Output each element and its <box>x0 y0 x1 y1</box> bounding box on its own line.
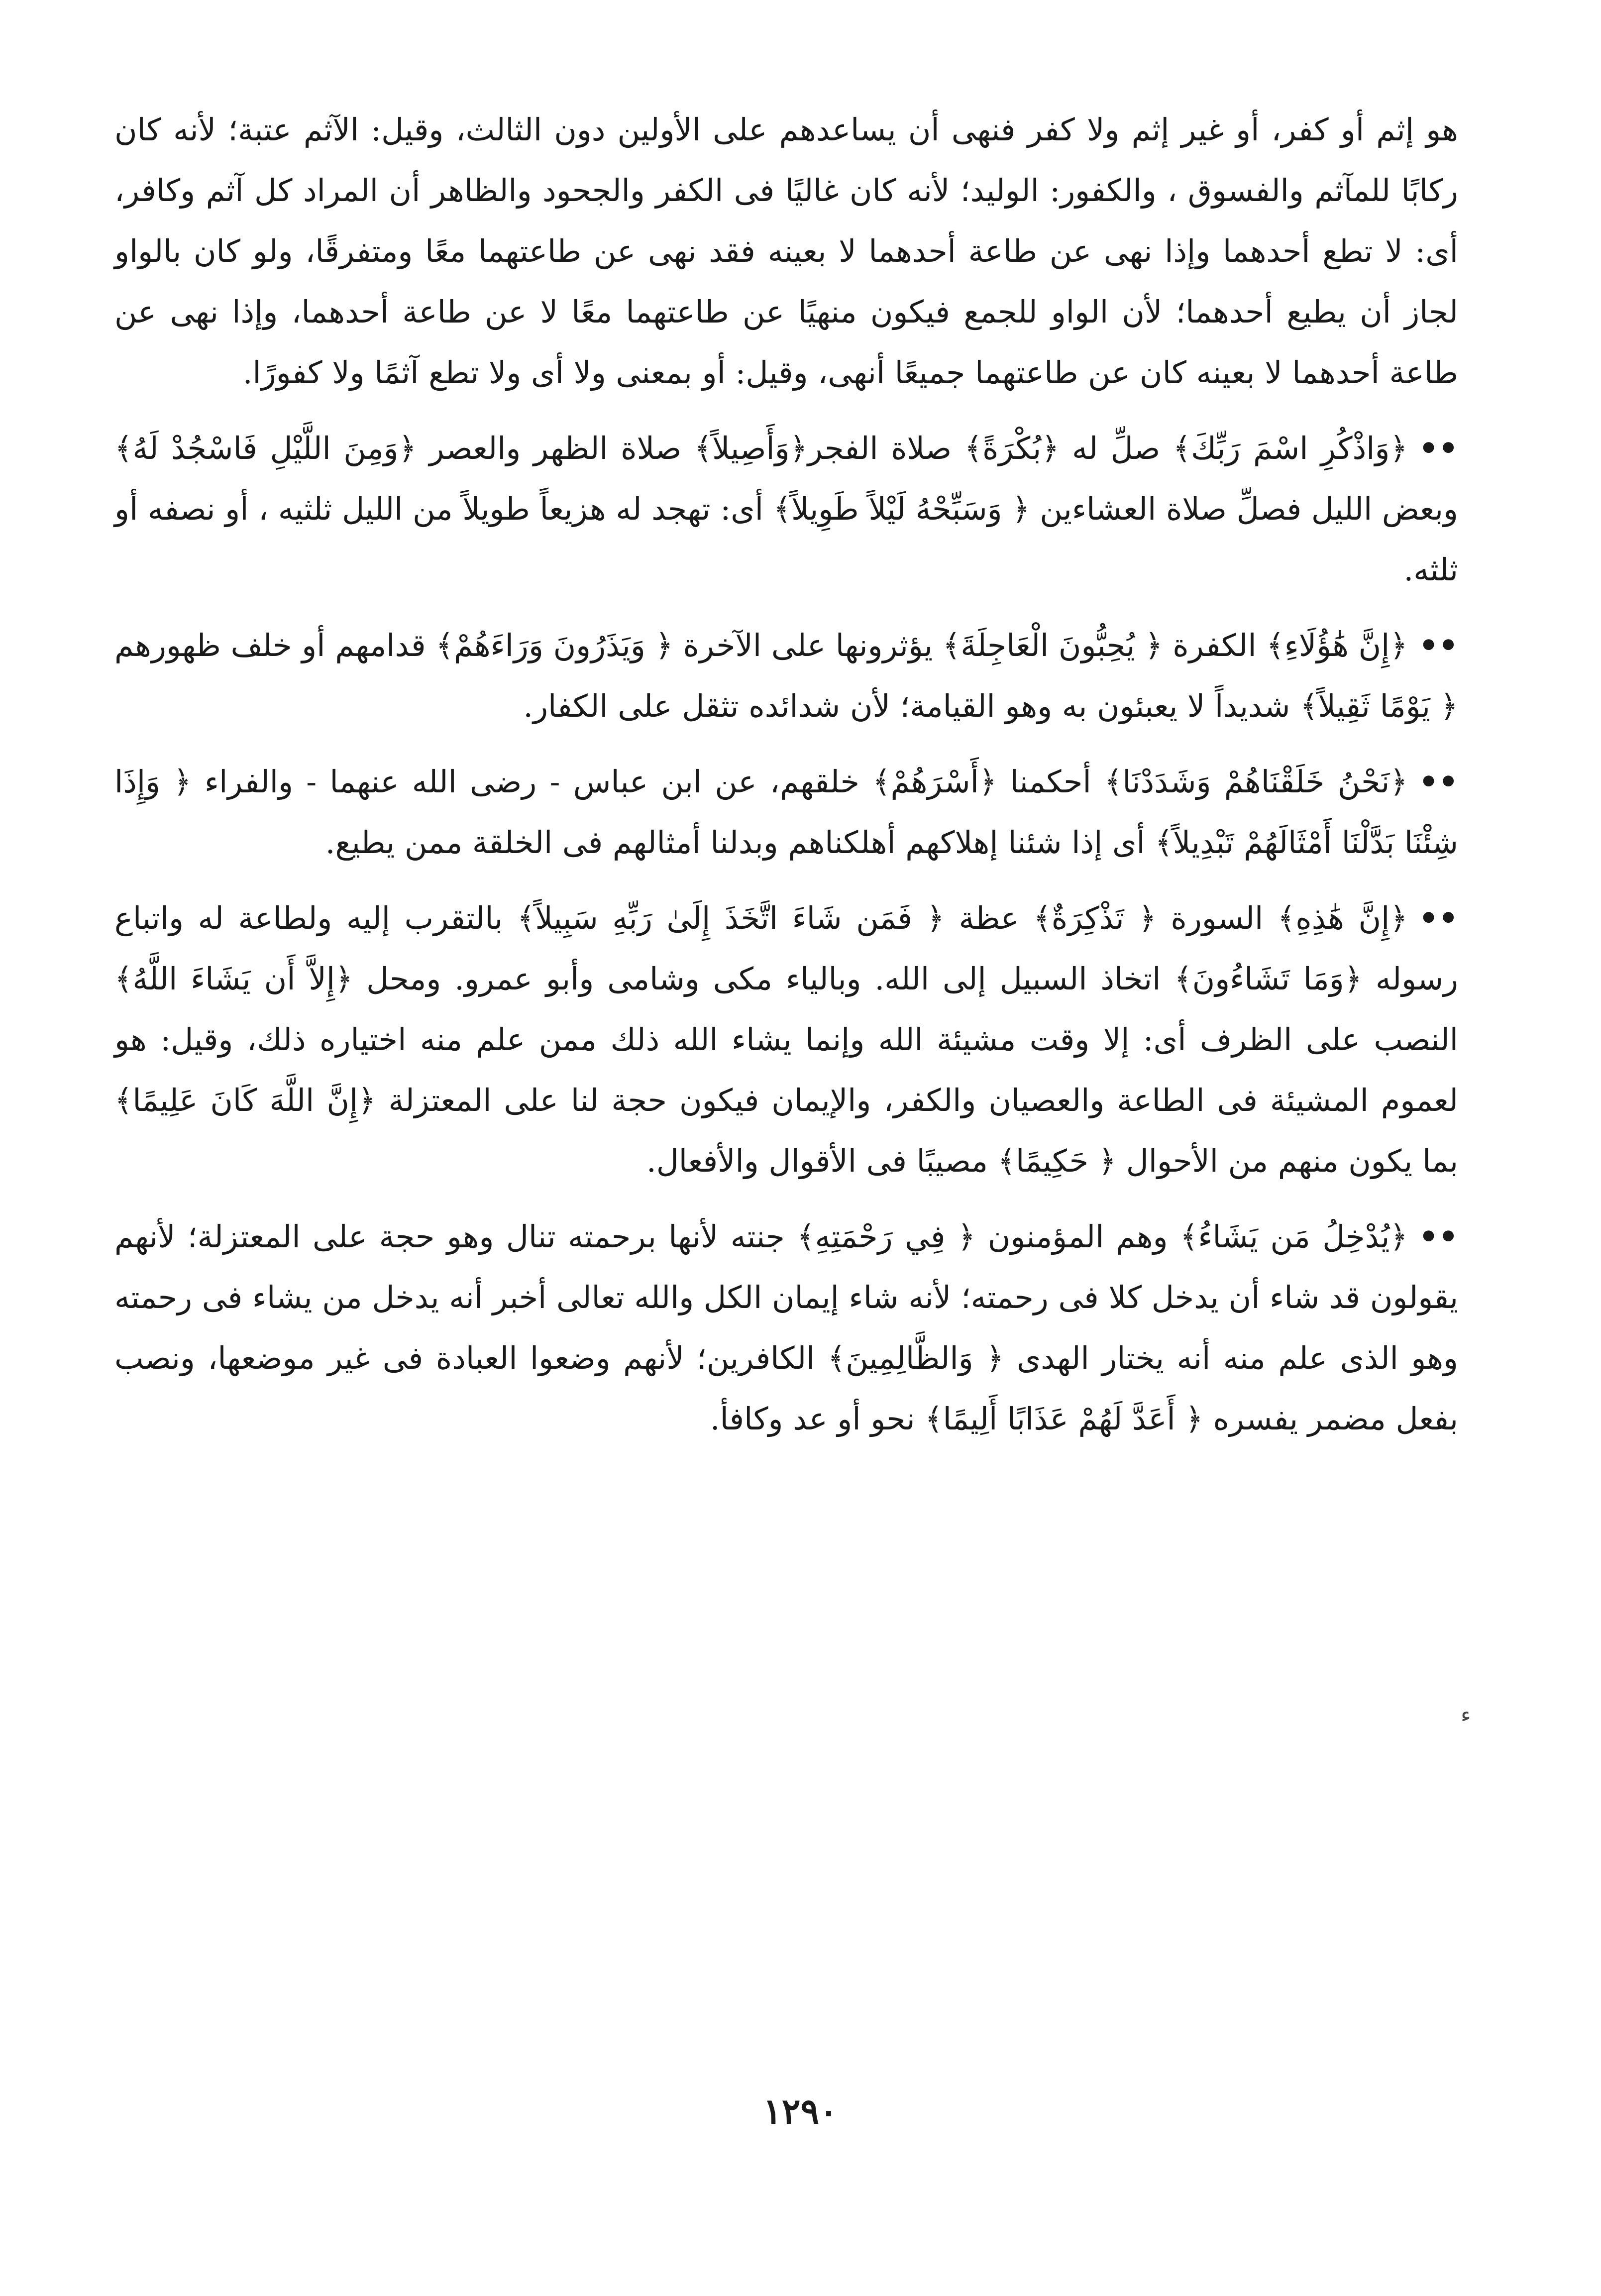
paragraph-text: ﴿إِنَّ هَٰؤُلَاءِ﴾ الكفرة ﴿ يُحِبُّونَ الْعَاجِلَةَ﴾ يؤثرونها على الآخرة ﴿ وَيَذَرُونَ وَرَاءَهُمْ﴾ قدامهم أو خلف ظهورهم ﴿ يَوْمًا ثَقِيلاً﴾ شديداً لا يعبئون به وهو القيامة؛ لأن شدائده تثقل على الكفار. <box>114 627 1458 724</box>
paragraph-text: هو إثم أو كفر، أو غير إثم ولا كفر فنهى أن يساعدهم على الأولين دون الثالث، وقيل: الآثم عتبة؛ لأنه كان ركابًا للمآثم والفسوق ، والكفور: الوليد؛ لأنه كان غاليًا فى الكفر والجحود والظاهر أن المراد كل آثم وكافر، أى: لا تطع أحدهما وإذا نهى عن طاعة أحدهما لا بعينه فقد نهى عن طاعتهما معًا ومتفرقًا، ولو كان بالواو لجاز أن يطيع أحدهما؛ لأن الواو للجمع فيكون منهيًا عن طاعتهما معًا لا عن طاعة أحدهما، وإذا نهى عن طاعة أحدهما لا بعينه كان عن طاعتهما جميعًا أنهى، وقيل: أو بمعنى ولا أى ولا تطع آثمًا ولا كفورًا. <box>114 111 1459 391</box>
bullet-marker: •• <box>1418 900 1458 936</box>
margin-mark: ء <box>1461 1702 1471 1728</box>
paragraph-6 <box>114 1206 1458 1449</box>
bullet-marker: •• <box>1418 1218 1458 1255</box>
paragraph-4 <box>114 752 1458 873</box>
page-number: ١٢٩٠ <box>763 2090 838 2132</box>
paragraph-5 <box>114 888 1458 1192</box>
bullet-marker: •• <box>1418 627 1458 663</box>
paragraph-1 <box>114 100 1458 403</box>
bullet-marker: •• <box>1418 430 1458 466</box>
bullet-marker: •• <box>1418 764 1458 800</box>
paragraph-text: ﴿إِنَّ هَٰذِهِ﴾ السورة ﴿ تَذْكِرَةٌ﴾ عظة ﴿ فَمَن شَاءَ اتَّخَذَ إِلَىٰ رَبِّهِ سَبِيلاً﴾ بالتقرب إليه ولطاعة له واتباع رسوله ﴿وَمَا تَشَاءُونَ﴾ اتخاذ السبيل إلى الله. وبالياء مكى وشامى وأبو عمرو. ومحل ﴿إِلاَّ أَن يَشَاءَ اللَّهُ﴾ النصب على الظرف أى: إلا وقت مشيئة الله وإنما يشاء الله ذلك ممن علم منه اختياره ذلك، وقيل: هو لعموم المشيئة فى الطاعة والعصيان والكفر، والإيمان فيكون حجة لنا على المعتزلة ﴿إِنَّ اللَّهَ كَانَ عَلِيمًا﴾ بما يكون منهم من الأحوال ﴿ حَكِيمًا﴾ مصيبًا فى الأقوال والأفعال. <box>114 900 1458 1179</box>
paragraph-2 <box>114 418 1458 600</box>
paragraph-text: ﴿نَحْنُ خَلَقْنَاهُمْ وَشَدَدْنَا﴾ أحكمنا ﴿أَسْرَهُمْ﴾ خلقهم، عن ابن عباس - رضى الله عنهما - والفراء ﴿ وَإِذَا شِئْنَا بَدَّلْنَا أَمْثَالَهُمْ تَبْدِيلاً﴾ أى إذا شئنا إهلاكهم أهلكناهم وبدلنا أمثالهم فى الخلقة ممن يطيع. <box>114 764 1458 861</box>
paragraph-text: ﴿وَاذْكُرِ اسْمَ رَبِّكَ﴾ صلِّ له ﴿بُكْرَةً﴾ صلاة الفجر﴿وَأَصِيلاً﴾ صلاة الظهر والعصر ﴿وَمِنَ اللَّيْلِ فَاسْجُدْ لَهُ﴾ وبعض الليل فصلِّ صلاة العشاءين ﴿ وَسَبِّحْهُ لَيْلاً طَوِيلاً﴾ أى: تهجد له هزيعاً طويلاً من الليل ثلثيه ، أو نصفه أو ثلثه. <box>114 430 1458 588</box>
paragraph-text: ﴿يُدْخِلُ مَن يَشَاءُ﴾ وهم المؤمنون ﴿ فِي رَحْمَتِهِ﴾ جنته لأنها برحمته تنال وهو حجة على المعتزلة؛ لأنهم يقولون قد شاء أن يدخل كلا فى رحمته؛ لأنه شاء إيمان الكل والله تعالى أخبر أنه يدخل من يشاء فى رحمته وهو الذى علم منه أنه يختار الهدى ﴿ وَالظَّالِمِينَ﴾ الكافرين؛ لأنهم وضعوا العبادة فى غير موضعها، ونصب بفعل مضمر يفسره ﴿ أَعَدَّ لَهُمْ عَذَابًا أَلِيمًا﴾ نحو أو عد وكافأ. <box>114 1218 1458 1437</box>
paragraph-3 <box>114 615 1458 737</box>
page-body <box>114 100 1458 1464</box>
